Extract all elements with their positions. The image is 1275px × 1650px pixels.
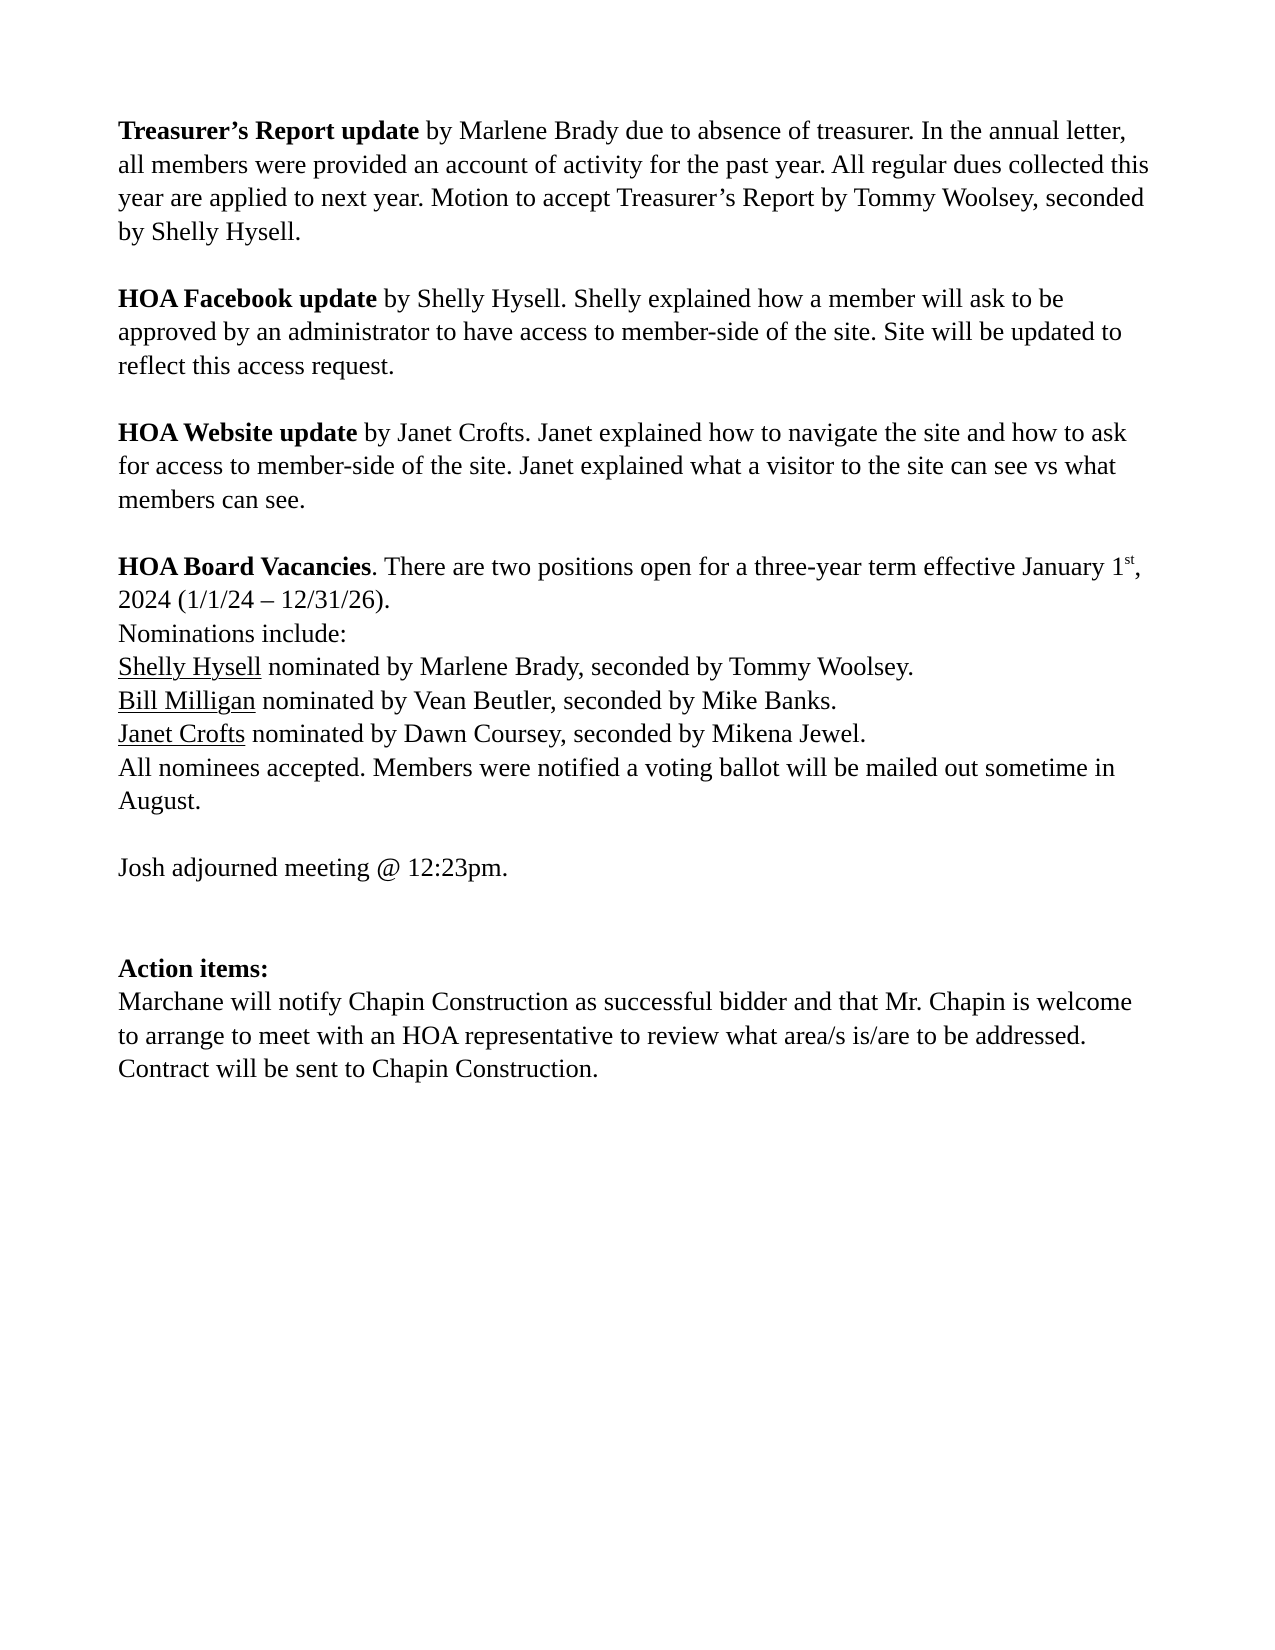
nominee-detail: nominated by Marlene Brady, seconded by Tommy Woolsey. [261, 651, 915, 681]
board-vacancies-intro: . There are two positions open for a three-year term effective January 1 [371, 550, 1125, 581]
nominee-line [118, 684, 1158, 718]
spacer [118, 382, 1158, 416]
nominee-detail: nominated by Vean Beutler, seconded by Mike Banks. [255, 684, 838, 715]
spacer [118, 885, 1158, 952]
action-items-text: Marchane will notify Chapin Construction as successful bidder and that Mr. Chapin is welcome to arrange to meet with an HOA representative to review what area/s is/are to be addressed. Contract will be sent to Chapin Construction. [118, 986, 1133, 1083]
spacer [118, 818, 1158, 852]
spacer [118, 516, 1158, 550]
board-vacancies-paragraph [118, 550, 1158, 617]
action-items-heading: Action items: [118, 952, 269, 983]
nominee-line [118, 650, 1158, 684]
nominees-closing: All nominees accepted. Members were notified a voting ballot will be mailed out sometime in August. [118, 751, 1116, 815]
treasurer-report-paragraph [118, 114, 1158, 248]
treasurer-report-text: by Marlene Brady due to absence of treasurer. In the annual letter, all members were provided an account of activity for the past year. All regular dues collected this year are applied to next year. Motion to accept Treasurer’s Report by Tommy Woolsey, seconded by Shelly Hysell. [118, 115, 1149, 246]
nominee-detail: nominated by Dawn Coursey, seconded by Mikena Jewel. [245, 718, 867, 748]
nominee-name: Bill Milligan [118, 684, 256, 715]
facebook-update-paragraph [118, 282, 1158, 383]
facebook-update-heading: HOA Facebook update [118, 282, 378, 313]
board-vacancies-heading: HOA Board Vacancies [118, 550, 372, 581]
facebook-update-text: by Shelly Hysell. Shelly explained how a member will ask to be approved by an administrator to have access to member-side of the site. Site will be updated to reflect this access request. [118, 282, 1122, 380]
spacer [118, 248, 1158, 282]
nominee-line [118, 717, 1158, 751]
nominations-label: Nominations include: [118, 617, 347, 648]
board-vacancies-term: , 2024 (1/1/24 – 12/31/26). [118, 550, 1142, 614]
website-update-paragraph [118, 416, 1158, 517]
nominee-name: Janet Crofts [118, 718, 246, 748]
treasurer-report-heading: Treasurer’s Report update [118, 115, 420, 145]
ordinal-suffix: st [1124, 551, 1135, 568]
nominee-name: Shelly Hysell [118, 651, 262, 681]
website-update-text: by Janet Crofts. Janet explained how to navigate the site and how to ask for access to member-side of the site. Janet explained what a visitor to the site can see vs what members can see. [118, 416, 1127, 514]
document-page [118, 114, 1158, 1086]
adjourn-statement: Josh adjourned meeting @ 12:23pm. [118, 852, 509, 882]
website-update-heading: HOA Website update [118, 416, 358, 447]
